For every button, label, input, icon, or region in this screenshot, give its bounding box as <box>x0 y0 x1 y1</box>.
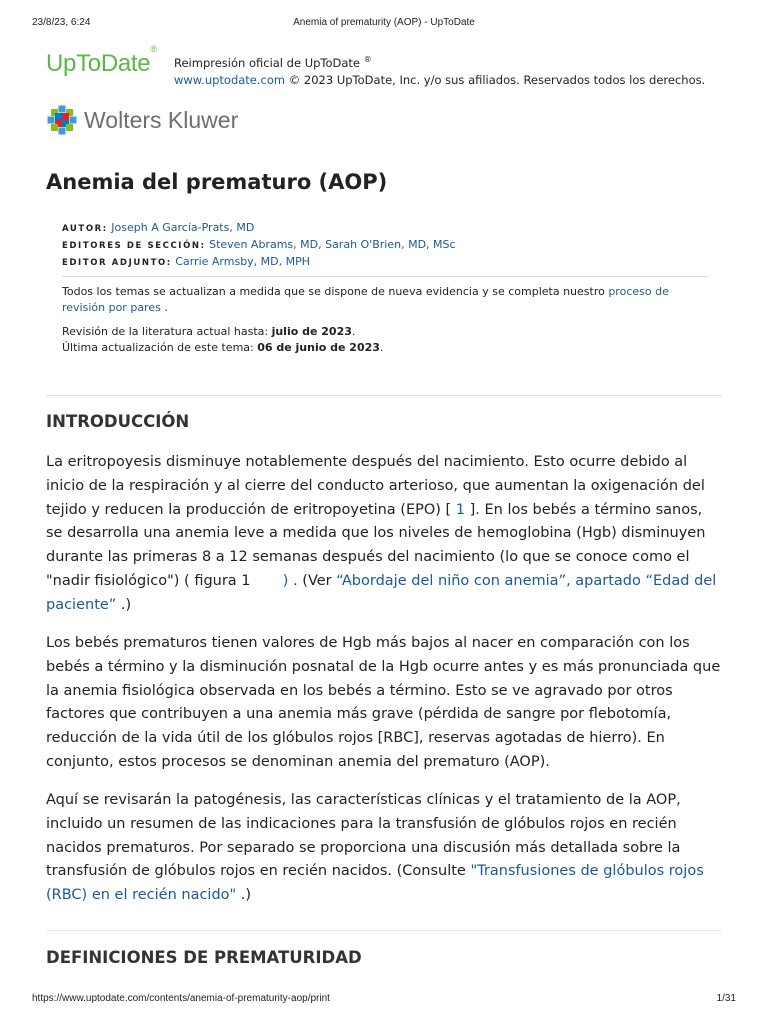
figure-1-close[interactable]: ) <box>282 572 289 589</box>
peer-review-link[interactable]: proceso de revisión por pares <box>62 285 669 314</box>
wolters-kluwer-logo[interactable] <box>46 104 266 136</box>
last-update-line: Última actualización de este tema: 06 de junio de 2023. <box>62 341 384 354</box>
article-title: Anemia del prematuro (AOP) <box>46 170 388 194</box>
copyright-text: © 2023 UpToDate, Inc. y/o sus afiliados. Reservados todos los derechos. <box>285 72 706 87</box>
lit-review-line: Revisión de la literatura actual hasta: julio de 2023. <box>62 325 356 338</box>
print-datetime: 23/8/23, 6:24 <box>32 17 91 28</box>
uptodate-logo[interactable]: UpToDate® <box>46 44 157 77</box>
last-update-date: 06 de junio de 2023 <box>257 341 380 354</box>
print-page-title: Anemia of prematurity (AOP) - UpToDate <box>293 17 475 28</box>
intro-paragraph-1: La eritropoyesis disminuye notablemente después del nacimiento. Esto ocurre debido al inicio de la respiración y al cierre del conducto arterioso, que aumentan la oxigenación del tejido y reducen la producción de eritropoyetina (EPO) [ 1 ]. En los bebés a término sanos, se desarrolla una anemia leve a medida que los niveles de hemoglobina (Hgb) disminuyen durante las primeras 8 a 12 semanas después del nacimiento (lo que se conoce como el "nadir fisiológico") ( figura 1 ) . (Ver “Abordaje del niño con anemia”, apartado “Edad del paciente” .) <box>46 454 717 613</box>
intro-paragraph-3: Aquí se revisarán la patogénesis, las características clínicas y el tratamiento de la AOP, incluido un resumen de las indicaciones para la transfusión de glóbulos rojos en recién nacidos prematuros. Por separado se proporciona una discusión más detallada sobre la transfusión de glóbulos rojos en recién nacidos. (Consulte "Transfusiones de glóbulos rojos (RBC) en el recién nacido" .) <box>46 792 704 904</box>
section-divider <box>46 395 722 396</box>
wolters-kluwer-mark-icon <box>46 104 78 136</box>
section-divider <box>46 930 722 931</box>
meta-divider <box>62 276 708 277</box>
print-footer <box>0 993 768 1007</box>
author-link[interactable]: Joseph A García-Prats, MD <box>111 221 255 234</box>
update-note: Todos los temas se actualizan a medida que se dispone de nueva evidencia y se completa nuestro proceso de revisión por pares . <box>62 285 669 314</box>
deputy-editor-label: EDITOR ADJUNTO: <box>62 258 172 268</box>
reference-1-link[interactable]: 1 <box>455 501 466 518</box>
print-page-count: 1/31 <box>716 993 736 1004</box>
publisher-name: Wolters Kluwer <box>84 107 239 133</box>
section-editors-line <box>62 237 708 254</box>
deputy-editor-line <box>62 254 708 271</box>
lit-review-date: julio de 2023 <box>271 325 352 338</box>
deputy-editor-link[interactable]: Carrie Armsby, MD, MPH <box>175 255 311 268</box>
rbc-transfusion-link[interactable]: "Transfusiones de glóbulos rojos (RBC) en el recién nacido" <box>46 863 704 904</box>
print-header <box>0 17 768 31</box>
print-url: https://www.uptodate.com/contents/anemia-of-prematurity-aop/print <box>32 993 330 1004</box>
intro-heading: INTRODUCCIÓN <box>46 412 190 431</box>
site-link[interactable]: www.uptodate.com <box>174 72 286 87</box>
author-label: AUTOR: <box>62 224 108 234</box>
section-editors-label: EDITORES DE SECCIÓN: <box>62 241 206 251</box>
reprint-line: Reimpresión oficial de UpToDate <box>174 55 360 70</box>
review-dates <box>62 324 708 356</box>
definitions-heading: DEFINICIONES DE PREMATURIDAD <box>46 948 362 967</box>
article-meta <box>62 220 708 354</box>
section-editors-link[interactable]: Steven Abrams, MD, Sarah O'Brien, MD, MSc <box>209 238 456 251</box>
intro-paragraph-2: Los bebés prematuros tienen valores de Hgb más bajos al nacer en comparación con los bebés a término y la disminución posnatal de la Hgb ocurre antes y es más pronunciada que la anemia fisiológica observada en los bebés a término. Esto se ve agravado por otros factores que contribuyen a una anemia más grave (pérdida de sangre por flebotomía, reducción de la vida útil de los glóbulos rojos [RBC], reservas agotadas de hierro). En conjunto, estos procesos se denominan anemia del prematuro (AOP). <box>46 635 721 770</box>
anemia-approach-link[interactable]: “Abordaje del niño con anemia”, apartado “Edad del paciente” <box>46 572 717 613</box>
author-line <box>62 220 708 237</box>
reprint-notice: Reimpresión oficial de UpToDate ® www.uptodate.com © 2023 UpToDate, Inc. y/o sus afiliados. Reservados todos los derechos. <box>174 55 706 87</box>
